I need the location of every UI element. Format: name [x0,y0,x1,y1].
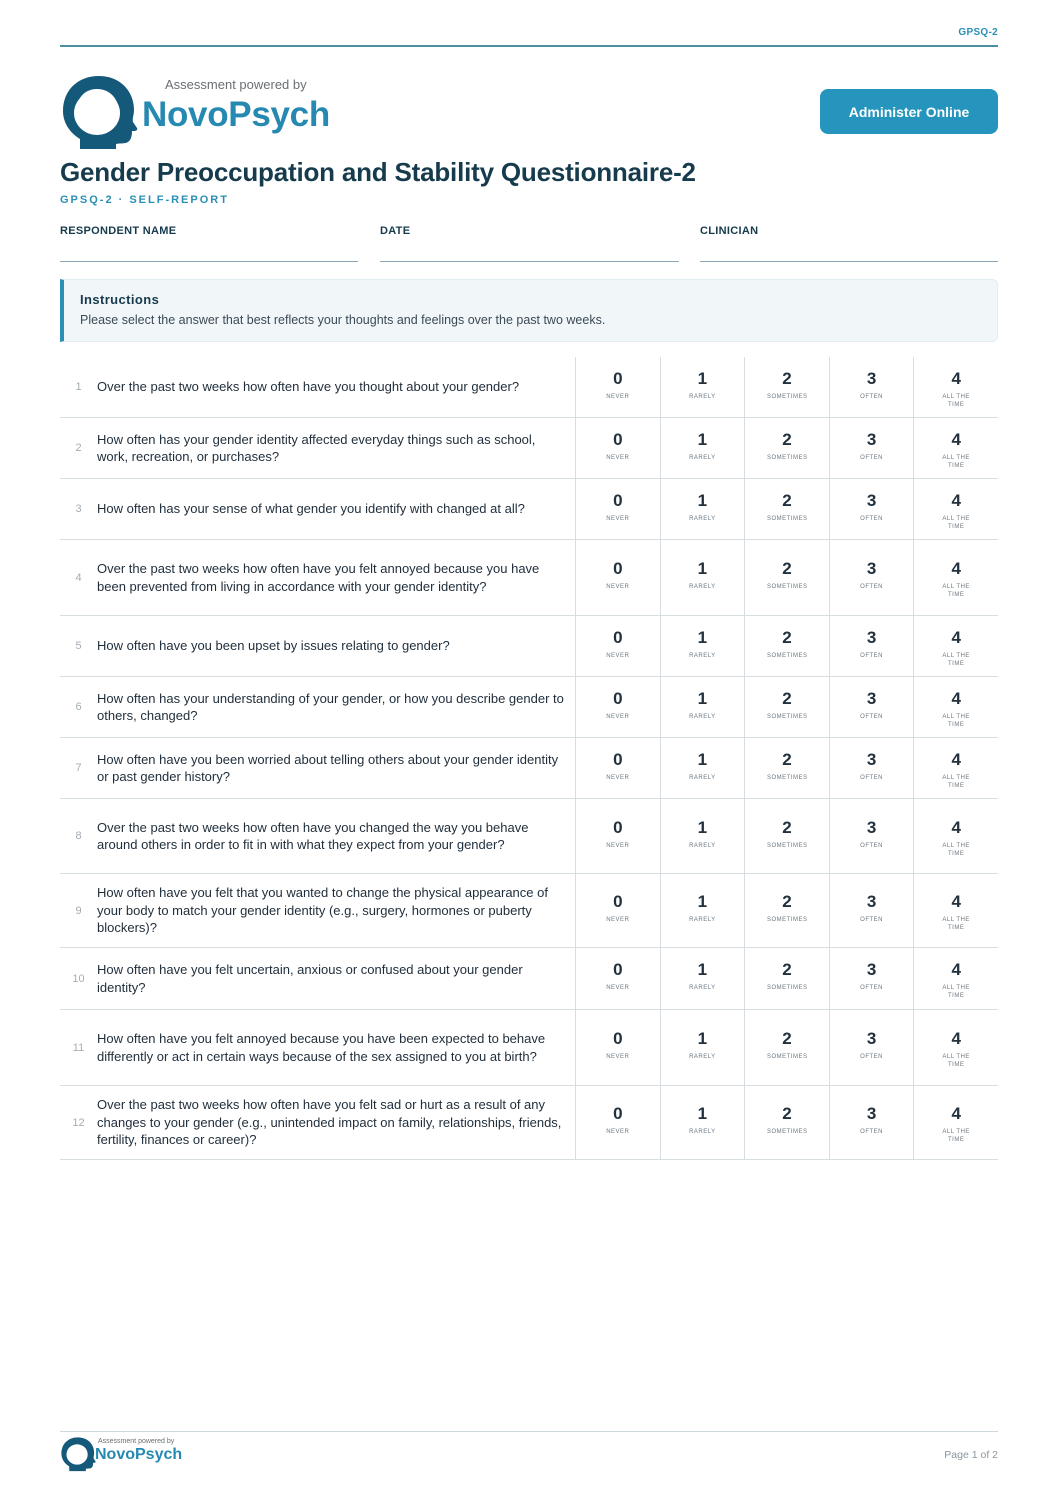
answer-label: OFTEN [860,394,883,400]
answer-value: 3 [866,430,877,449]
answer-label: SOMETIMES [766,775,808,781]
answer-value: 3 [866,960,877,979]
answer-label: ALL THE TIME [942,653,970,667]
question-number: 8 [75,830,82,842]
answer-option[interactable] [913,616,998,676]
answer-option[interactable] [660,357,745,417]
question-text: How often has your understanding of your gender, or how you describe gender to others, changed? [97,690,564,723]
answer-value: 0 [613,750,623,769]
answer-value: 4 [951,818,961,837]
answer-label: SOMETIMES [766,985,808,991]
answer-option[interactable] [744,1086,829,1159]
answer-option[interactable] [575,948,660,1009]
question-number: 6 [75,701,82,713]
header-divider [60,45,998,47]
administer-online-button[interactable]: Administer Online [820,89,998,134]
novopsych-logo [60,73,350,151]
question-number: 11 [72,1041,85,1054]
answer-label: NEVER [606,775,630,781]
question-number: 3 [75,503,82,515]
answer-value: 1 [697,689,708,708]
answer-label: ALL THE TIME [942,516,970,530]
answer-option[interactable] [829,479,914,539]
answer-option[interactable] [660,540,745,615]
questionnaire-table [60,357,998,1160]
answer-option[interactable] [829,1010,914,1085]
answer-label: RARELY [689,516,716,522]
respondent-name-label: RESPONDENT NAME [60,225,177,237]
head-silhouette-icon [60,1436,96,1472]
answer-value: 3 [866,1104,877,1123]
question-number: 9 [75,904,82,917]
answer-value: 4 [951,960,961,979]
answer-option[interactable] [660,1086,745,1159]
answer-option[interactable] [744,738,829,798]
answer-label: NEVER [606,516,630,522]
answer-label: RARELY [689,455,716,461]
answer-option[interactable] [913,799,998,873]
answer-value: 4 [951,1029,961,1048]
answer-option[interactable] [829,948,914,1009]
answer-option[interactable] [829,616,914,676]
answer-value: 4 [951,430,961,449]
clinician-field[interactable] [700,225,998,262]
answer-label: RARELY [689,394,716,400]
answer-label: RARELY [689,985,716,991]
page-title: Gender Preoccupation and Stability Questionnaire-2 [60,157,696,187]
answer-option[interactable] [829,418,914,478]
question-row [60,948,998,1010]
answer-label: NEVER [606,917,630,923]
answer-option[interactable] [829,1086,914,1159]
answer-value: 2 [782,430,792,449]
question-number: 12 [72,1116,85,1129]
answer-option[interactable] [575,874,660,947]
instructions-heading: Instructions [80,292,160,307]
answer-option[interactable] [744,479,829,539]
footer-logo [60,1436,190,1474]
question-text: How often has your gender identity affected everyday things such as school, work, recreation, or purchases? [97,431,536,464]
question-row [60,357,998,418]
answer-value: 0 [613,628,623,647]
answer-option[interactable] [913,948,998,1009]
respondent-name-field[interactable] [60,225,358,262]
answer-option[interactable] [744,357,829,417]
answer-option[interactable] [575,677,660,737]
answer-label: ALL THE TIME [942,394,970,408]
answer-label: OFTEN [860,917,883,923]
answer-option[interactable] [744,874,829,947]
answer-label: OFTEN [860,714,883,720]
head-silhouette-icon [60,73,138,151]
question-text: How often has your sense of what gender you identify with changed at all? [97,501,525,517]
footer-logo-brand-text: NovoPsych [95,1446,183,1463]
answer-option[interactable] [913,418,998,478]
answer-value: 2 [782,689,792,708]
answer-option[interactable] [913,1010,998,1085]
footer-divider [60,1431,998,1432]
answer-value: 1 [697,491,708,510]
instructions-text: Please select the answer that best reflects your thoughts and feelings over the past two weeks. [80,313,606,327]
answer-option[interactable] [575,357,660,417]
answer-value: 0 [613,689,623,708]
answer-option[interactable] [829,799,914,873]
answer-value: 0 [613,892,623,911]
answer-label: RARELY [689,775,716,781]
answer-label: SOMETIMES [766,455,808,461]
question-text: Over the past two weeks how often have you felt sad or hurt as a result of any changes to your gender (e.g., unintended impact on family, relationships, friends, fertility, finances or career)? [97,1097,562,1148]
answer-label: ALL THE TIME [942,584,970,598]
answer-option[interactable] [575,1086,660,1159]
answer-label: SOMETIMES [766,653,808,659]
answer-label: SOMETIMES [766,917,808,923]
answer-option[interactable] [829,357,914,417]
answer-option[interactable] [913,479,998,539]
answer-value: 2 [782,892,792,911]
answer-label: ALL THE TIME [942,775,970,789]
answer-value: 4 [951,559,961,578]
answer-option[interactable] [913,874,998,947]
answer-label: NEVER [606,1129,630,1135]
answer-value: 1 [697,892,708,911]
answer-value: 1 [697,1104,708,1123]
answer-value: 4 [951,628,961,647]
answer-label: SOMETIMES [766,1129,808,1135]
answer-label: NEVER [606,843,630,849]
answer-value: 2 [782,559,792,578]
answer-value: 2 [782,818,792,837]
answer-label: NEVER [606,584,630,590]
date-field[interactable] [380,225,679,262]
question-number: 5 [75,640,82,652]
answer-value: 3 [866,369,877,388]
answer-value: 0 [613,491,623,510]
document-code: GPSQ-2 [958,27,998,38]
answer-label: NEVER [606,1054,630,1060]
answer-option[interactable] [913,540,998,615]
answer-value: 4 [951,892,961,911]
answer-label: SOMETIMES [766,1054,808,1060]
answer-value: 1 [697,559,708,578]
answer-value: 0 [613,960,623,979]
answer-value: 1 [697,818,708,837]
answer-option[interactable] [660,1010,745,1085]
answer-label: OFTEN [860,653,883,659]
answer-label: NEVER [606,394,630,400]
question-text: Over the past two weeks how often have you thought about your gender? [97,379,520,395]
answer-option[interactable] [660,677,745,737]
answer-option[interactable] [913,357,998,417]
answer-value: 4 [951,750,961,769]
question-row [60,616,998,677]
answer-value: 3 [866,689,877,708]
clinician-label: CLINICIAN [700,225,759,237]
answer-value: 3 [866,491,877,510]
answer-label: SOMETIMES [766,394,808,400]
date-label: DATE [380,225,411,237]
answer-value: 1 [697,628,708,647]
question-number: 10 [72,972,85,985]
answer-value: 2 [782,628,792,647]
question-text: How often have you felt that you wanted to change the physical appearance of your body to match your gender identity (e.g., surgery, hormones or puberty blockers)? [97,885,548,936]
answer-value: 3 [866,818,877,837]
question-row [60,540,998,616]
answer-option[interactable] [829,677,914,737]
answer-label: ALL THE TIME [942,714,970,728]
question-number: 2 [75,442,82,454]
answer-label: OFTEN [860,516,883,522]
answer-option[interactable] [575,738,660,798]
answer-value: 3 [866,892,877,911]
answer-option[interactable] [660,418,745,478]
question-number: 7 [75,762,82,774]
answer-label: RARELY [689,584,716,590]
answer-option[interactable] [660,738,745,798]
question-text: How often have you felt annoyed because you have been expected to behave differently or act in certain ways because of the sex assigned to you at birth? [97,1031,546,1064]
answer-label: ALL THE TIME [942,917,970,931]
answer-option[interactable] [660,799,745,873]
answer-option[interactable] [744,418,829,478]
answer-option[interactable] [913,1086,998,1159]
answer-label: ALL THE TIME [942,1054,970,1068]
answer-value: 2 [782,491,792,510]
answer-value: 0 [613,818,623,837]
answer-label: OFTEN [860,843,883,849]
answer-value: 3 [866,628,877,647]
answer-option[interactable] [660,948,745,1009]
answer-option[interactable] [744,616,829,676]
answer-label: ALL THE TIME [942,843,970,857]
answer-value: 0 [613,430,623,449]
answer-label: RARELY [689,1054,716,1060]
question-number: 1 [75,381,82,393]
logo-brand-text: NovoPsych [142,95,330,134]
answer-option[interactable] [575,799,660,873]
question-text: Over the past two weeks how often have you changed the way you behave around others in order to fit in with what they expect from your gender? [97,819,529,852]
answer-value: 0 [613,369,623,388]
answer-value: 1 [697,960,708,979]
answer-label: ALL THE TIME [942,455,970,469]
question-row [60,479,998,540]
answer-label: OFTEN [860,985,883,991]
answer-option[interactable] [660,479,745,539]
question-row [60,874,998,948]
answer-value: 3 [866,559,877,578]
answer-value: 4 [951,369,961,388]
answer-value: 1 [697,369,708,388]
question-text: How often have you been worried about telling others about your gender identity or past gender history? [97,751,559,784]
answer-value: 1 [697,1029,708,1048]
answer-value: 1 [697,430,708,449]
question-row [60,738,998,799]
answer-option[interactable] [913,677,998,737]
question-row [60,1010,998,1086]
answer-label: NEVER [606,985,630,991]
question-row [60,418,998,479]
answer-value: 2 [782,1029,792,1048]
answer-value: 2 [782,750,792,769]
answer-label: RARELY [689,653,716,659]
footer-logo-powered-text: Assessment powered by [98,1438,175,1445]
answer-value: 4 [951,491,961,510]
answer-option[interactable] [913,738,998,798]
answer-option[interactable] [829,738,914,798]
answer-label: RARELY [689,917,716,923]
answer-label: NEVER [606,653,630,659]
instructions-box [60,279,998,342]
answer-option[interactable] [575,540,660,615]
answer-option[interactable] [575,418,660,478]
answer-label: OFTEN [860,455,883,461]
answer-option[interactable] [744,1010,829,1085]
answer-value: 3 [866,1029,877,1048]
answer-option[interactable] [744,799,829,873]
answer-label: RARELY [689,843,716,849]
answer-value: 2 [782,1104,792,1123]
question-text: How often have you been upset by issues relating to gender? [97,638,450,654]
answer-value: 2 [782,960,792,979]
answer-value: 3 [866,750,877,769]
answer-option[interactable] [660,616,745,676]
logo-powered-text: Assessment powered by [165,77,307,92]
page-number: Page 1 of 2 [944,1449,998,1461]
answer-value: 4 [951,689,961,708]
answer-label: OFTEN [860,1129,883,1135]
answer-label: OFTEN [860,584,883,590]
answer-label: RARELY [689,1129,716,1135]
answer-option[interactable] [575,1010,660,1085]
question-text: How often have you felt uncertain, anxious or confused about your gender identity? [97,962,523,995]
question-row [60,799,998,874]
answer-label: NEVER [606,455,630,461]
question-text: Over the past two weeks how often have you felt annoyed because you have been prevented from living in accordance with your gender identity? [97,561,540,594]
answer-label: SOMETIMES [766,516,808,522]
question-row [60,1086,998,1160]
answer-option[interactable] [829,540,914,615]
answer-option[interactable] [829,874,914,947]
answer-label: ALL THE TIME [942,985,970,999]
answer-label: SOMETIMES [766,714,808,720]
answer-option[interactable] [744,540,829,615]
page-subtitle: GPSQ-2 · SELF-REPORT [60,194,229,206]
answer-value: 0 [613,559,623,578]
answer-label: SOMETIMES [766,843,808,849]
answer-label: NEVER [606,714,630,720]
question-number: 4 [75,571,82,584]
answer-option[interactable] [744,677,829,737]
answer-value: 1 [697,750,708,769]
answer-option[interactable] [575,616,660,676]
answer-label: OFTEN [860,775,883,781]
question-row [60,677,998,738]
answer-option[interactable] [744,948,829,1009]
answer-value: 0 [613,1104,623,1123]
answer-label: SOMETIMES [766,584,808,590]
answer-label: RARELY [689,714,716,720]
answer-label: ALL THE TIME [942,1129,970,1143]
answer-option[interactable] [660,874,745,947]
answer-label: OFTEN [860,1054,883,1060]
answer-option[interactable] [575,479,660,539]
answer-value: 4 [951,1104,961,1123]
answer-value: 2 [782,369,792,388]
answer-value: 0 [613,1029,623,1048]
